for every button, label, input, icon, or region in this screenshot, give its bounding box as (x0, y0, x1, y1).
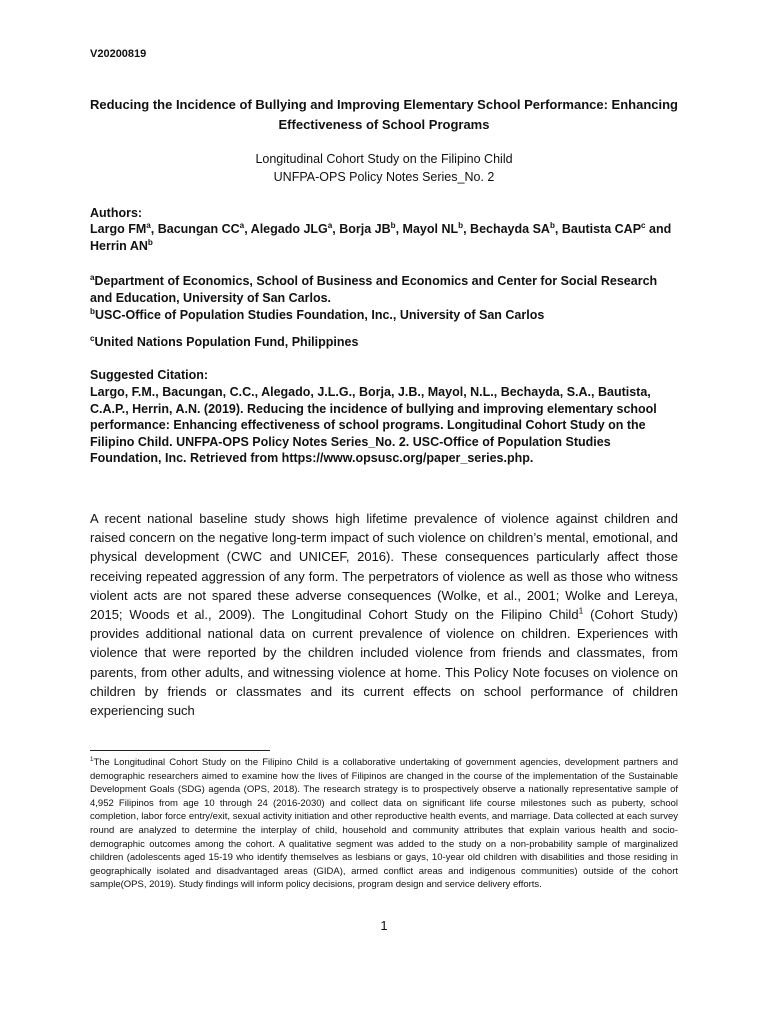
author-name: Largo FM (90, 222, 147, 236)
author-name: , Borja JB (332, 222, 391, 236)
affiliation-mark: b (147, 237, 153, 247)
subtitle-line-2: UNFPA-OPS Policy Notes Series_No. 2 (273, 170, 495, 184)
author-name: , Bautista CAP (554, 222, 642, 236)
affiliation-mark: c (90, 333, 95, 343)
page-number: 1 (380, 918, 388, 933)
affiliation-mark: b (549, 220, 555, 230)
affiliation-mark: b (90, 306, 95, 316)
author-name: and Herrin AN (90, 222, 672, 253)
affiliation-mark: b (458, 220, 464, 230)
author-name: , Bechayda SA (463, 222, 550, 236)
footnote-divider (90, 750, 270, 751)
affiliation-mark: b (390, 220, 396, 230)
body-paragraph (90, 509, 678, 720)
affiliation-mark: a (146, 220, 151, 230)
affiliation-text: Department of Economics, School of Business and Economics and Center for Social Research and Education, University of San Carlos. (90, 274, 658, 305)
authors-heading: Authors: (90, 206, 143, 220)
affiliation-mark: c (641, 220, 646, 230)
footnote-text: The Longitudinal Cohort Study on the Filipino Child is a collaborative undertaking of government agencies, development partners and demographic researchers aimed to examine how the lives of Filipinos are changed in the course of the implementation of the Sustainable Development Goals (SDG) agenda (OPS, 2018). The research strategy is to prospectively observe a nationally representative sample of 4,952 Filipinos from age 10 through 24 (2016-2030) and collect data on significant life course milestones such as puberty, school completion, labor force entry/exit, sexual activity initiation and other reproductive health events, and marriage. Data collected at each survey round are analyzed to determine the interplay of child, household and community attributes that explain various health and socio-demographic outcomes among the cohort. A qualitative segment was added to the study on a non-probability sample of marginalized children (adolescents aged 15-19 who identify themselves as lesbians or gays, 10-year old children with disabilities and those residing in geographically isolated and disadvantaged areas (GIDA), armed conflict areas and indigenous communities) outside of the cohort sample(OPS, 2019). Study findings will inform policy decisions, program design and service delivery efforts. (90, 757, 678, 891)
footnote (90, 756, 678, 892)
affiliation-c (90, 334, 678, 351)
affiliation-b (90, 307, 678, 324)
body-text-part-2: (Cohort Study) provides additional national data on current prevalence of violence on children. Experiences with violence that were reported by the children included violence from friends and classmates, from parents, from other adults, and witnessing violence at home. This Policy Note focuses on violence on children by friends or classmates and its current effects on school performance of children experiencing such (90, 607, 678, 719)
author-name: , Alegado JLG (244, 222, 328, 236)
affiliation-text: United Nations Population Fund, Philippines (94, 335, 359, 349)
author-name: , Bacungan CC (150, 222, 240, 236)
affiliation-mark: a (327, 220, 333, 230)
version-code: V20200819 (90, 48, 147, 60)
author-name: , Mayol NL (395, 222, 459, 236)
affiliation-a (90, 273, 678, 306)
affiliation-mark: a (90, 272, 95, 282)
authors-list (90, 221, 678, 254)
document-subtitle (90, 150, 678, 186)
subtitle-line-1: Longitudinal Cohort Study on the Filipino Child (255, 152, 513, 166)
citation-text: Largo, F.M., Bacungan, C.C., Alegado, J.L.G., Borja, J.B., Mayol, N.L., Bechayda, S.A., Bautista, C.A.P., Herrin, A.N. (2019). Reducing the incidence of bullying and improving elementary school performance: Enhancing effectiveness of school programs. Longitudinal Cohort Study on the Filipino Child. UNFPA-OPS Policy Notes Series_No. 2. USC-Office of Population Studies Foundation, Inc. Retrieved from https://www.opsusc.org/paper_series.php. (90, 385, 657, 465)
footnote-reference[interactable]: 1 (578, 605, 584, 616)
citation-heading: Suggested Citation: (90, 368, 209, 382)
body-text-part-1: A recent national baseline study shows high lifetime prevalence of violence against children and raised concern on the negative long-term impact of such violence on children’s mental, emotional, and physical development (CWC and UNICEF, 2016). These consequences particularly affect those receiving repeated aggression of any form. The perpetrators of violence as well as those who witness violent acts are not spared these adverse consequences (Wolke, et al., 2001; Wolke and Lereya, 2015; Woods et al., 2009). The Longitudinal Cohort Study on the Filipino Child (90, 511, 678, 623)
affiliation-mark: a (239, 220, 245, 230)
document-title: Reducing the Incidence of Bullying and Improving Elementary School Performance: Enhancing Effectiveness of School Programs (90, 97, 678, 132)
affiliation-text: USC-Office of Population Studies Foundation, Inc., University of San Carlos (94, 308, 545, 322)
footnote-mark: 1 (90, 755, 94, 763)
